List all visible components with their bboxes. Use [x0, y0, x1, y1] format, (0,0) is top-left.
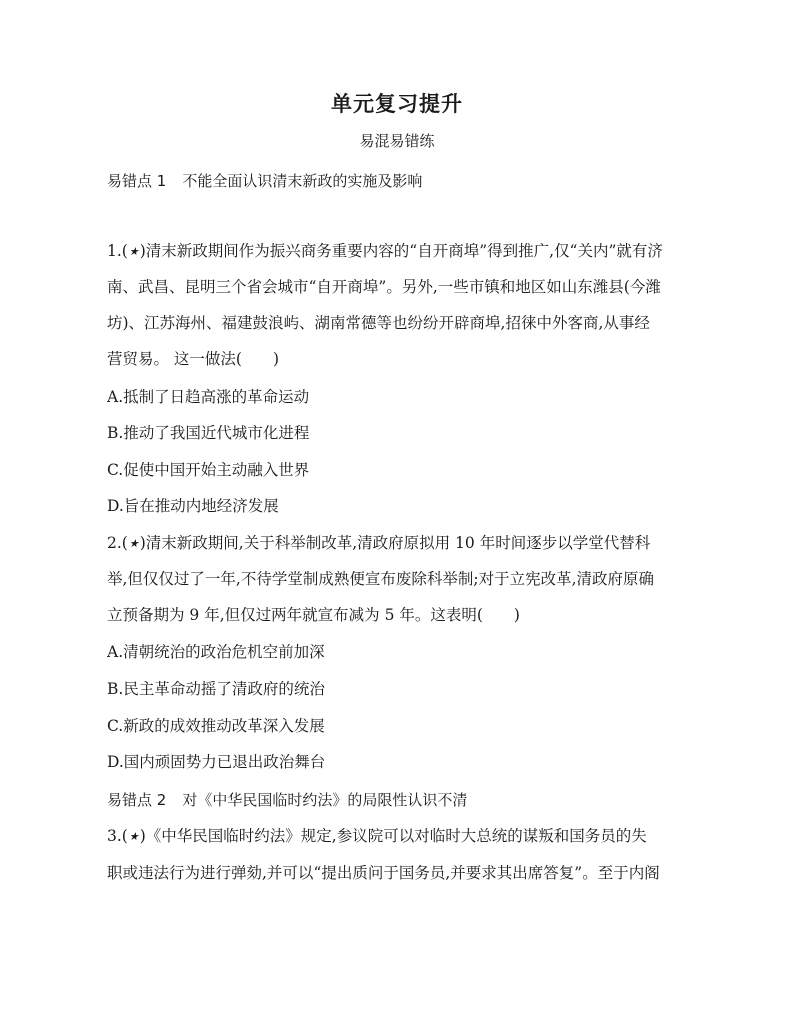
question-3-line-2: 职或违法行为进行弹劾,并可以“提出质问于国务员,并要求其出席答复”。至于内阁 — [107, 864, 660, 882]
error-point-text: 不能全面认识清末新政的实施及影响 — [182, 172, 423, 190]
question-1-option-b: B.推动了我国近代城市化进程 — [107, 424, 310, 442]
question-1-option-d: D.旨在推动内地经济发展 — [107, 497, 279, 515]
error-point-text: 对《中华民国临时约法》的局限性认识不清 — [182, 791, 468, 809]
difficulty-star-icon: ★ — [128, 245, 139, 258]
error-point-label: 易错点 2 — [107, 791, 167, 809]
question-2-line-2: 举,但仅仅过了一年,不待学堂制成熟便宣布废除科举制;对于立宪改革,清政府原确 — [107, 570, 655, 588]
question-1-line-2: 南、武昌、昆明三个省会城市“自开商埠”。另外,一些市镇和地区如山东潍县(今潍 — [107, 278, 661, 296]
page-subtitle: 易混易错练 — [359, 132, 435, 150]
page-title: 单元复习提升 — [331, 92, 463, 116]
question-1-option-c: C.促使中国开始主动融入世界 — [107, 461, 310, 479]
question-2-option-a: A.清朝统治的政治危机空前加深 — [107, 643, 325, 661]
question-1-line-1: 1.(★)清末新政期间作为振兴商务重要内容的“自开商埠”得到推广,仅“关内”就有济 — [107, 242, 663, 260]
question-1-line-3: 坊)、江苏海州、福建鼓浪屿、湖南常德等也纷纷开辟商埠,招徕中外客商,从事经 — [107, 314, 650, 332]
question-1-option-a: A.抵制了日趋高涨的革命运动 — [107, 388, 310, 406]
question-2-option-d: D.国内顽固势力已退出政治舞台 — [107, 753, 326, 771]
error-point-heading-1 — [107, 170, 422, 191]
difficulty-star-icon: ★ — [128, 830, 139, 843]
question-2-option-b: B.民主革命动摇了清政府的统治 — [107, 680, 325, 698]
question-2-line-3: 立预备期为 9 年,但仅过两年就宣布减为 5 年。这表明( ) — [107, 606, 520, 624]
error-point-label: 易错点 1 — [107, 172, 167, 190]
question-1-line-4: 营贸易。 这一做法( ) — [107, 350, 280, 368]
question-3-line-1: 3.(★)《中华民国临时约法》规定,参议院可以对临时大总统的谋叛和国务员的失 — [107, 827, 647, 845]
difficulty-star-icon: ★ — [128, 537, 139, 550]
question-2-line-1: 2.(★)清末新政期间,关于科举制改革,清政府原拟用 10 年时间逐步以学堂代替科 — [107, 534, 651, 552]
question-2-option-c: C.新政的成效推动改革深入发展 — [107, 717, 325, 735]
error-point-heading-2 — [107, 789, 467, 810]
